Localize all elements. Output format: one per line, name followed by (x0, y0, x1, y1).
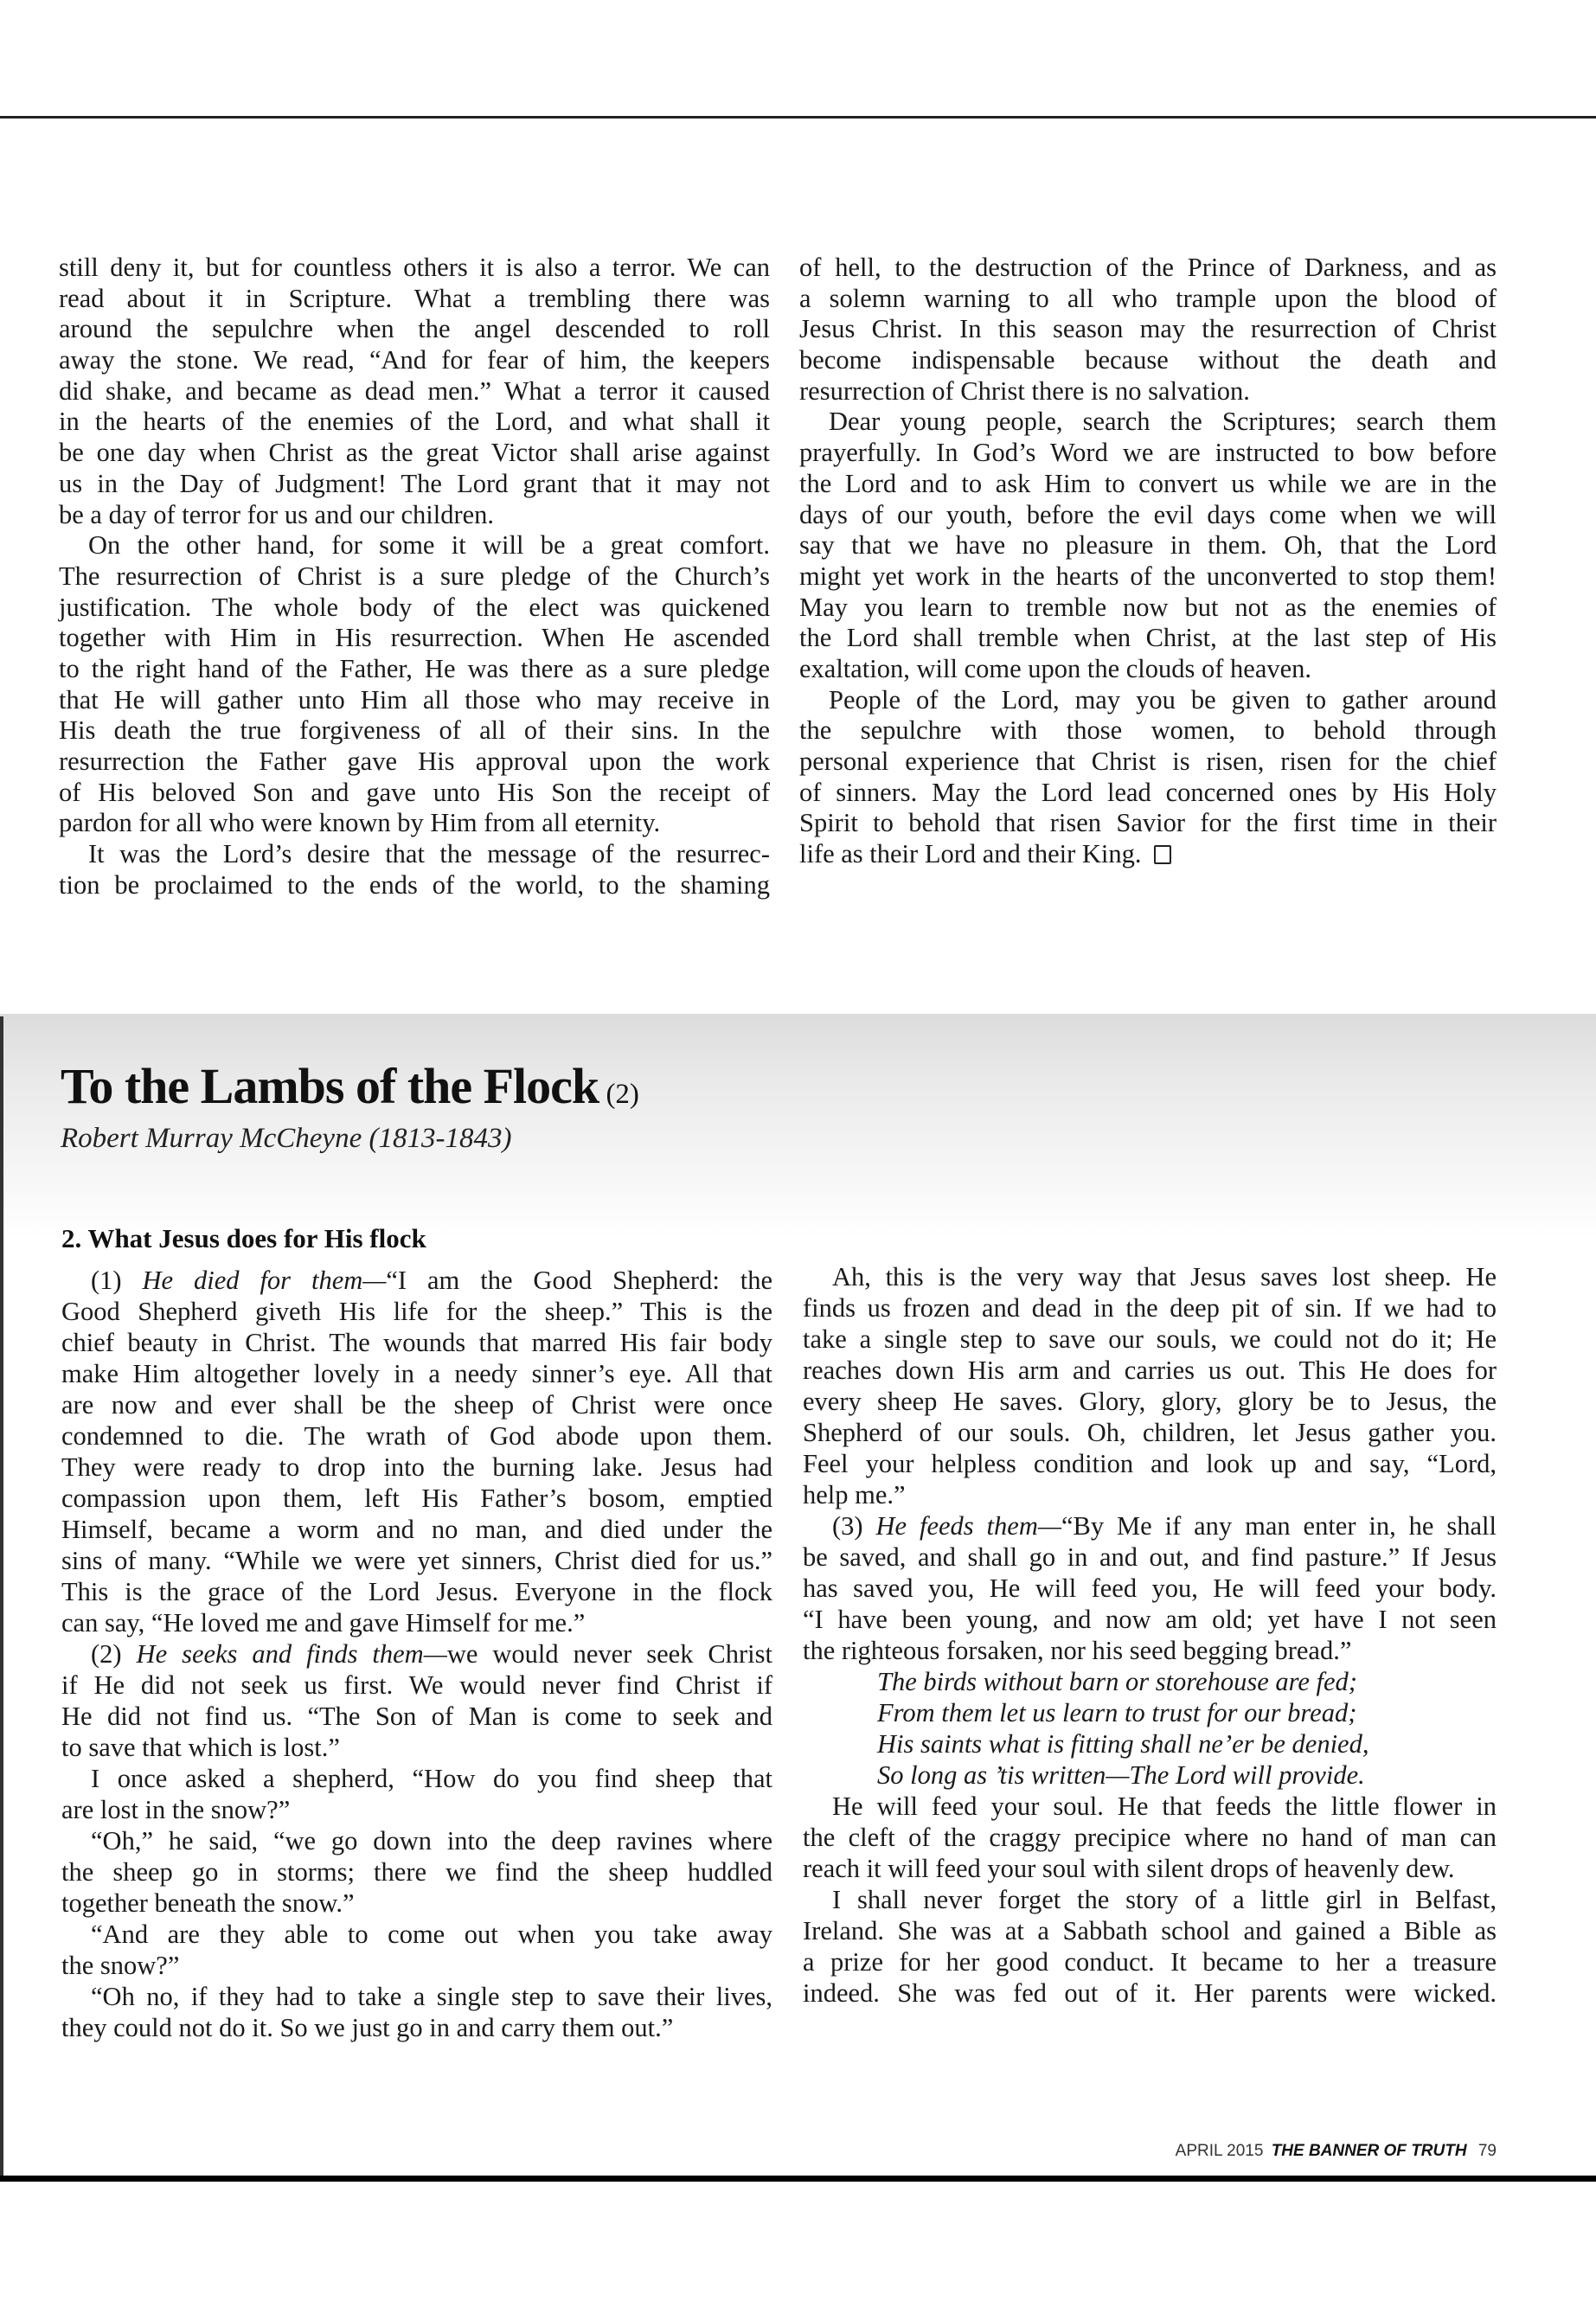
italic-lead: He died for them— (142, 1266, 387, 1295)
line-text: might yet work in the hearts of the unconverted to stop them! (799, 561, 1497, 591)
line-text: did shake, and became as dead men.” What a terror it caused (59, 375, 770, 406)
line-text: He will feed your soul. He that feeds the little flower in (832, 1791, 1497, 1821)
line-text: indeed. She was fed out of it. Her parents were wicked. (803, 1978, 1497, 2008)
page-edge (0, 1016, 3, 2180)
text-line (59, 438, 770, 469)
line-text: still deny it, but for countless others it is also a terror. We can (59, 253, 770, 282)
paragraph (61, 1825, 772, 1919)
text-line (803, 1386, 1497, 1417)
line-text: of His beloved Son and gave unto His Son the receipt of (59, 777, 770, 807)
line-text: take a single step to save our souls, we could not do it; He (803, 1324, 1497, 1354)
line-text: “Oh no, if they had to take a single step to save their lives, (91, 1982, 772, 2011)
line-text: reaches down His arm and carries us out. This He does for (803, 1356, 1497, 1385)
line-text: together with Him in His resurrection. When He ascended (59, 623, 770, 653)
article-left-column (61, 1265, 772, 2043)
line-text: “By Me if any man enter in, he shall (1061, 1511, 1497, 1541)
text-line (877, 1666, 1497, 1697)
text-line (799, 593, 1497, 624)
text-line (61, 1638, 772, 1670)
text-line (803, 1635, 1497, 1666)
text-line (799, 654, 1497, 685)
line-text: sins of many. “While we were yet sinners, Christ died for us.” (61, 1546, 772, 1575)
paragraph (799, 685, 1497, 870)
article-title (61, 1057, 639, 1115)
line-text: that He will gather unto Him all those who may receive in (59, 684, 770, 715)
line-text: read about it in Scripture. What a trembling there was (59, 283, 770, 313)
section-subheading: 2. What Jesus does for His flock (61, 1223, 426, 1253)
text-line (877, 1759, 1497, 1791)
paragraph (61, 1265, 772, 1638)
item-number: (1) (91, 1266, 143, 1295)
text-line (799, 438, 1497, 469)
text-line (61, 1856, 772, 1888)
line-text: Shepherd of our souls. Oh, children, let Jesus gather you. (803, 1418, 1497, 1447)
text-line (803, 1604, 1497, 1635)
line-text: People of the Lord, may you be given to gather around (829, 684, 1497, 715)
line-text: say that we have no pleasure in them. Oh, that the Lord (799, 530, 1497, 561)
line-text: the righteous forsaken, nor his seed begging bread.” (803, 1636, 1352, 1665)
footer-page-number: 79 (1477, 2142, 1497, 2160)
line-text: life as their Lord and their King. (799, 839, 1142, 869)
text-line (61, 1389, 772, 1420)
paragraph (799, 253, 1497, 407)
text-line (61, 1763, 772, 1794)
line-text: of hell, to the destruction of the Prince of Darkness, and as (799, 253, 1497, 282)
text-line (803, 1822, 1497, 1853)
article-right-column (803, 1261, 1497, 2009)
text-line (799, 747, 1497, 778)
paragraph (59, 839, 770, 901)
top-left-column (59, 253, 770, 901)
text-line (877, 1728, 1497, 1759)
line-text: are lost in the snow?” (61, 1795, 291, 1824)
line-text: The resurrection of Christ is a sure pledge of the Church’s (59, 561, 770, 591)
line-text: the sepulchre with those women, to behold through (799, 715, 1497, 746)
line-text: “Oh,” he said, “we go down into the deep ravines where (91, 1826, 772, 1856)
text-line (61, 1452, 772, 1483)
title-part: (2) (606, 1079, 639, 1110)
text-line (799, 808, 1497, 839)
text-line (61, 1358, 772, 1389)
text-line (61, 1265, 772, 1296)
line-text: Jesus Christ. In this season may the resurrection of Christ (799, 314, 1497, 344)
text-line (61, 1825, 772, 1856)
text-line (799, 839, 1497, 870)
line-text: they could not do it. So we just go in and carry them out.” (61, 2013, 674, 2042)
article-author: Robert Murray McCheyne (1813-1843) (61, 1123, 512, 1154)
text-line (803, 1479, 1497, 1510)
text-line (61, 1950, 772, 1981)
text-line (61, 1483, 772, 1514)
line-text: “I am the Good Shepherd: the (386, 1266, 772, 1295)
text-line (61, 1981, 772, 2012)
text-line (61, 1670, 772, 1701)
line-text: pardon for all who were known by Him from all eternity. (59, 808, 661, 838)
text-line (803, 1853, 1497, 1884)
text-line (799, 530, 1497, 561)
text-line (61, 1607, 772, 1638)
line-text: away the stone. We read, “And for fear of him, the keepers (59, 345, 770, 375)
title-text: To the Lambs of the Flock (61, 1058, 599, 1114)
text-line (59, 314, 770, 345)
text-line (803, 1541, 1497, 1573)
line-text: days of our youth, before the evil days come when we will (799, 499, 1497, 529)
text-line (61, 1888, 772, 1919)
paragraph (59, 253, 770, 530)
line-text: May you learn to tremble now but not as the enemies of (799, 592, 1497, 622)
text-line (59, 469, 770, 500)
italic-lead: He feeds them— (875, 1511, 1061, 1541)
line-text: us in the Day of Judgment! The Lord grant that it may not (59, 468, 770, 498)
line-text: They were ready to drop into the burning lake. Jesus had (61, 1452, 772, 1482)
text-line (59, 407, 770, 438)
poem (803, 1666, 1497, 1791)
text-line (59, 747, 770, 778)
line-text: The birds without barn or storehouse are fed; (877, 1667, 1357, 1696)
line-text: to save that which is lost.” (61, 1733, 340, 1762)
line-text: has saved you, He will feed you, He will feed your body. (803, 1574, 1497, 1603)
text-line (799, 715, 1497, 747)
text-line (59, 685, 770, 716)
text-line (799, 685, 1497, 716)
line-text: Spirit to behold that risen Savior for the first time in their (799, 808, 1497, 838)
text-line (803, 1791, 1497, 1822)
line-text: resurrection of Christ there is no salvation. (799, 375, 1250, 406)
line-text: justification. The whole body of the elect was quickened (59, 592, 770, 622)
text-line (799, 376, 1497, 407)
text-line (59, 808, 770, 839)
line-text: together beneath the snow.” (61, 1888, 355, 1918)
text-line (799, 314, 1497, 345)
text-line (803, 1915, 1497, 1946)
paragraph (61, 1638, 772, 1763)
text-line (61, 1545, 772, 1576)
text-line (61, 1514, 772, 1545)
line-text: Feel your helpless condition and look up and say, “Lord, (803, 1449, 1497, 1478)
text-line (799, 253, 1497, 284)
line-text: He did not find us. “The Son of Man is come to seek and (61, 1702, 772, 1731)
end-mark-icon (1154, 845, 1171, 864)
text-line (59, 839, 770, 870)
line-text: personal experience that Christ is risen, risen for the chief (799, 747, 1497, 776)
line-text: Himself, became a worm and no man, and died under the (61, 1515, 772, 1544)
line-text: a solemn warning to all who trample upon the blood of (799, 283, 1497, 313)
paragraph (799, 407, 1497, 684)
text-line (803, 1884, 1497, 1915)
paragraph (61, 1763, 772, 1825)
line-text: On the other hand, for some it will be a great comfort. (88, 530, 770, 561)
footer-issue: APRIL 2015 (1175, 2142, 1264, 2160)
text-line (799, 623, 1497, 654)
line-text: be one day when Christ as the great Victor shall arise against (59, 438, 770, 468)
item-number: (3) (832, 1511, 876, 1541)
text-line (61, 1327, 772, 1358)
line-text: I once asked a shepherd, “How do you find sheep that (91, 1764, 772, 1793)
line-text: every sheep He saves. Glory, glory, glory be to Jesus, the (803, 1387, 1497, 1416)
text-line (61, 1296, 772, 1327)
text-line (799, 407, 1497, 438)
text-line (799, 345, 1497, 376)
text-line (59, 593, 770, 624)
text-line (799, 778, 1497, 809)
text-line (803, 1946, 1497, 1977)
line-text: a prize for her good conduct. It became to her a treasure (803, 1947, 1497, 1977)
text-line (59, 284, 770, 315)
page-footer (1176, 2142, 1497, 2161)
text-line (59, 870, 770, 901)
text-line (59, 253, 770, 284)
paragraph (59, 530, 770, 839)
text-line (59, 654, 770, 685)
text-line (59, 345, 770, 376)
text-line (61, 2012, 772, 2043)
line-text: we would never seek Christ (446, 1639, 772, 1669)
line-text: tion be proclaimed to the ends of the world, to the shaming (59, 869, 770, 900)
top-right-column (799, 253, 1497, 870)
paragraph (803, 1510, 1497, 1666)
paragraph (61, 1981, 772, 2043)
text-line (59, 561, 770, 593)
text-line (799, 561, 1497, 593)
top-rule (0, 116, 1596, 119)
line-text: around the sepulchre when the angel descended to roll (59, 314, 770, 344)
text-line (803, 1510, 1497, 1541)
text-line (877, 1697, 1497, 1728)
line-text: “I have been young, and now am old; yet have I not seen (803, 1605, 1497, 1634)
line-text: be saved, and shall go in and out, and find pasture.” If Jesus (803, 1542, 1497, 1572)
text-line (61, 1576, 772, 1607)
paragraph (803, 1791, 1497, 1884)
text-line (803, 1417, 1497, 1448)
footer-magazine: THE BANNER OF TRUTH (1271, 2142, 1467, 2160)
paragraph (803, 1261, 1497, 1510)
text-line (59, 500, 770, 531)
line-text: of sinners. May the Lord lead concerned ones by His Holy (799, 777, 1497, 807)
line-text: the Lord and to ask Him to convert us while we are in the (799, 468, 1497, 498)
line-text: Ireland. She was at a Sabbath school and gained a Bible as (803, 1916, 1497, 1945)
text-line (61, 1794, 772, 1825)
line-text: His death the true forgiveness of all of their sins. In the (59, 715, 770, 746)
line-text: Ah, this is the very way that Jesus saves lost sheep. He (832, 1262, 1497, 1292)
text-line (803, 1448, 1497, 1479)
line-text: “And are they able to come out when you take away (91, 1920, 772, 1949)
paragraph (803, 1884, 1497, 2009)
italic-lead: He seeks and finds them— (136, 1639, 447, 1669)
line-text: It was the Lord’s desire that the message of the resurrec- (88, 839, 770, 869)
line-text: exaltation, will come upon the clouds of heaven. (799, 653, 1312, 683)
line-text: resurrection the Father gave His approval upon the work (59, 747, 770, 776)
text-line (59, 715, 770, 747)
line-text: to the right hand of the Father, He was there as a sure pledge (59, 653, 770, 683)
line-text: finds us frozen and dead in the deep pit of sin. If we had to (803, 1293, 1497, 1323)
paragraph (61, 1919, 772, 1981)
line-text: Dear young people, search the Scriptures; search them (829, 407, 1497, 437)
text-line (59, 376, 770, 407)
text-line (61, 1919, 772, 1950)
text-line (803, 1573, 1497, 1604)
text-line (803, 1261, 1497, 1292)
line-text: From them let us learn to trust for our bread; (877, 1698, 1357, 1727)
line-text: This is the grace of the Lord Jesus. Everyone in the flock (61, 1577, 772, 1606)
line-text: the cleft of the craggy precipice where no hand of man can (803, 1823, 1497, 1852)
line-text: the sheep go in storms; there we find the sheep huddled (61, 1857, 772, 1887)
line-text: I shall never forget the story of a little girl in Belfast, (832, 1885, 1497, 1914)
line-text: the snow?” (61, 1951, 180, 1980)
line-text: condemned to die. The wrath of God abode upon them. (61, 1421, 772, 1451)
line-text: compassion upon them, left His Father’s bosom, emptied (61, 1484, 772, 1513)
line-text: make Him altogether lovely in a needy sinner’s eye. All that (61, 1359, 772, 1388)
line-text: are now and ever shall be the sheep of Christ were once (61, 1390, 772, 1420)
line-text: if He did not seek us first. We would never find Christ if (61, 1670, 772, 1700)
text-line (803, 1292, 1497, 1324)
line-text: prayerfully. In God’s Word we are instructed to bow before (799, 438, 1497, 468)
line-text: be a day of terror for us and our children. (59, 499, 495, 529)
line-text: chief beauty in Christ. The wounds that marred His fair body (61, 1328, 772, 1357)
line-text: reach it will feed your soul with silent drops of heavenly dew. (803, 1854, 1455, 1883)
line-text: become indispensable because without the death and (799, 345, 1497, 375)
text-line (61, 1732, 772, 1763)
text-line (803, 1324, 1497, 1355)
line-text: help me.” (803, 1480, 906, 1509)
text-line (799, 469, 1497, 500)
line-text: His saints what is fitting shall ne’er be denied, (877, 1729, 1369, 1759)
text-line (61, 1701, 772, 1732)
text-line (803, 1977, 1497, 2009)
line-text: the Lord shall tremble when Christ, at the last step of His (799, 623, 1497, 653)
line-text: in the hearts of the enemies of the Lord, and what shall it (59, 407, 770, 437)
line-text: Good Shepherd giveth His life for the sheep.” This is the (61, 1297, 772, 1326)
text-line (59, 778, 770, 809)
text-line (61, 1420, 772, 1452)
text-line (799, 284, 1497, 315)
text-line (799, 500, 1497, 531)
item-number: (2) (91, 1639, 137, 1669)
line-text: So long as ’tis written—The Lord will provide. (877, 1760, 1365, 1790)
bottom-rule (0, 2176, 1596, 2182)
text-line (59, 530, 770, 561)
line-text: can say, “He loved me and gave Himself for me.” (61, 1608, 586, 1638)
text-line (803, 1355, 1497, 1386)
text-line (59, 623, 770, 654)
